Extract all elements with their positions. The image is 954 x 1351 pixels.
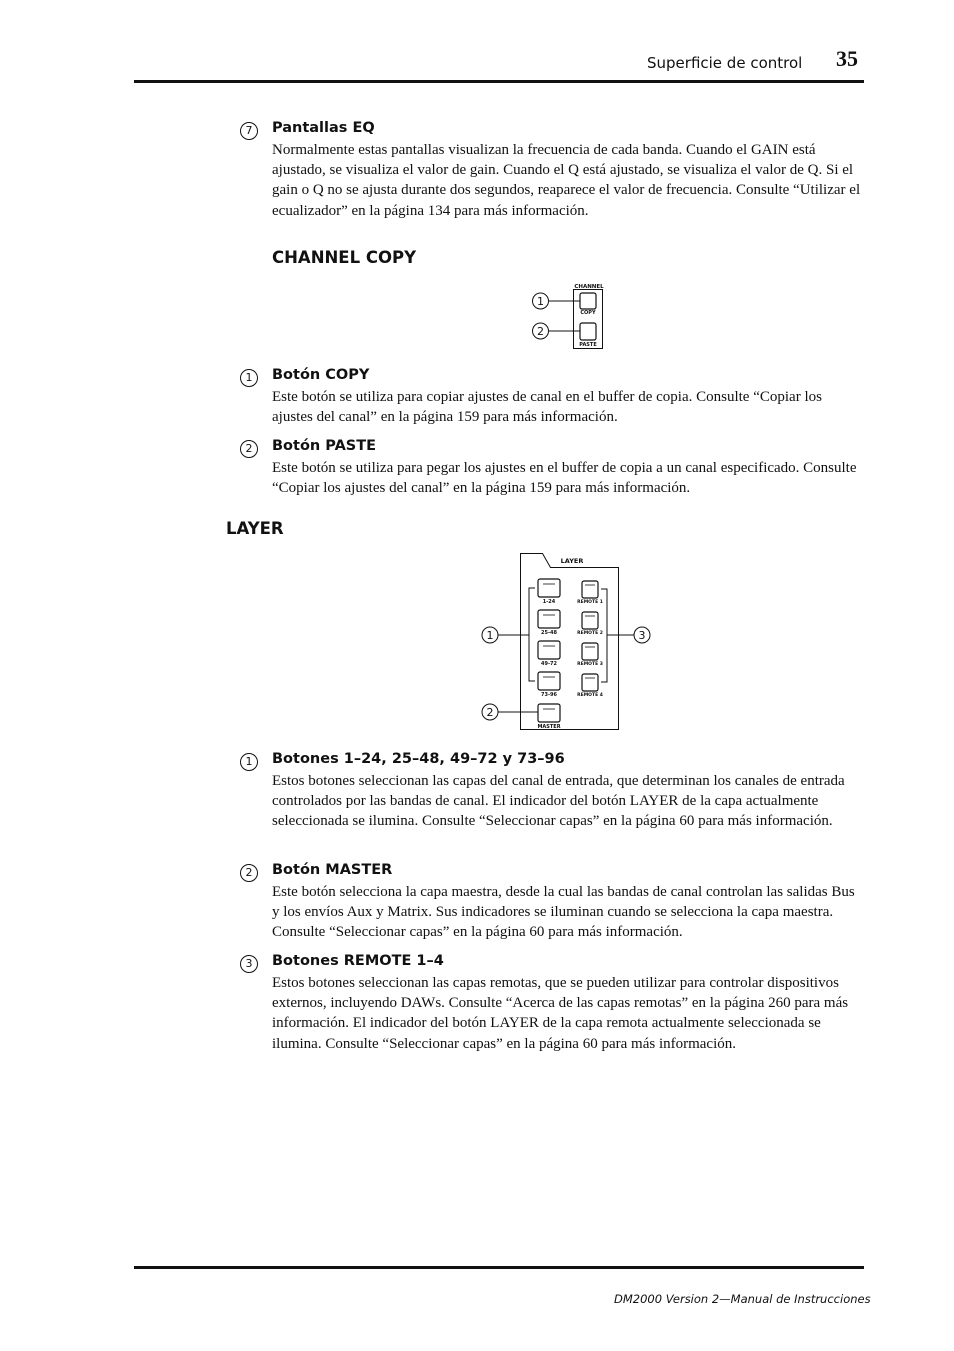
master-label: MASTER [537,724,561,730]
remote-label-2: REMOTE 2 [577,631,603,636]
layer-button-1-24 [538,579,560,597]
channel-copy-diagram [528,280,608,352]
remote-button-1 [582,581,598,598]
footer-text: DM2000 Version 2—Manual de Instrucciones [614,1292,871,1306]
item-number: 3 [240,955,258,973]
callout-1-number: 1 [537,295,544,308]
item-number: 7 [240,122,258,140]
item-title: Botones REMOTE 1–4 [272,953,444,969]
item-number: 1 [240,369,258,387]
paste-button [580,323,596,340]
remote-button-4 [582,674,598,691]
item-body: Estos botones seleccionan las capas del canal de entrada, que determinan los canales de entrada controlados por las bandas de canal. El indicador del botón LAYER de la capa actualmente seleccionada se ilumina. Consulte “Seleccionar capas” en la página 60 para más información. [272,773,845,830]
remote-label-4: REMOTE 4 [577,693,603,698]
callout-2-number: 2 [537,325,544,338]
item-body: Normalmente estas pantallas visualizan la frecuencia de cada banda. Cuando el GAIN está ajustado, se visualiza el valor de gain. Cuando el Q está ajustado, se visualiza el valor de Q. Si el gain o Q no se ajusta durante dos segundos, reaparece el valor de frecuencia. Consulte “Utilizar el ecualizador” en la página 134 para más información. [272,142,861,219]
item-title: Botón PASTE [272,438,377,454]
item-number: 2 [240,864,258,882]
remote-label-1: REMOTE 1 [577,600,603,605]
copy-button-label: COPY [580,310,596,316]
layer-button-73-96 [538,672,560,690]
master-button [538,704,560,722]
callout-1-number: 1 [486,629,494,642]
remote-button-2 [582,612,598,629]
remote-label-3: REMOTE 3 [577,662,603,667]
layer-label-73-96: 73-96 [541,692,557,698]
item-number: 1 [240,753,258,771]
layer-label-1-24: 1-24 [542,599,556,605]
item-number: 2 [240,440,258,458]
item-title: Botón COPY [272,367,370,383]
section-heading-channel-copy: CHANNEL COPY [272,248,417,267]
remote-button-3 [582,643,598,660]
item-body: Este botón selecciona la capa maestra, desde la cual las bandas de canal controlan las salidas Bus y los envíos Aux y Matrix. Sus indicadores se iluminan cuando se selecciona la capa maestra. Consulte “Seleccionar capas” en la página 60 para más información. [272,884,855,941]
section-heading-layer: LAYER [226,519,284,538]
item-body: Este botón se utiliza para pegar los ajustes en el buffer de copia a un canal especificado. Consulte “Copiar los ajustes del canal” en la página 159 para más información. [272,460,857,497]
callout-2-number: 2 [486,706,494,719]
layer-label-25-48: 25-48 [541,630,557,636]
layer-button-49-72 [538,641,560,659]
layer-panel-label: LAYER [560,557,584,565]
callout-3-number: 3 [638,629,646,642]
item-title: Botón MASTER [272,862,393,878]
running-header: Superficie de control [647,54,803,72]
item-body: Este botón se utiliza para copiar ajustes de canal en el buffer de copia. Consulte “Copiar los ajustes del canal” en la página 159 para más información. [272,389,822,426]
layer-button-25-48 [538,610,560,628]
item-title: Pantallas EQ [272,120,375,136]
item-title: Botones 1–24, 25–48, 49–72 y 73–96 [272,751,565,767]
header-rule [134,80,864,83]
layer-label-49-72: 49-72 [541,661,557,667]
paste-button-label: PASTE [579,342,597,348]
layer-panel [521,554,619,730]
page-number: 35 [836,46,858,71]
item-body: Estos botones seleccionan las capas remotas, que se pueden utilizar para controlar dispositivos externos, incluyendo DAWs. Consulte “Acerca de las capas remotas” en la página 260 para más información. El indicador del botón LAYER de la capa remota actualmente seleccionada se ilumina. Consulte “Seleccionar capas” en la página 60 para más información. [272,975,849,1052]
footer-rule [134,1266,864,1269]
layer-diagram [476,550,656,735]
channel-panel-label: CHANNEL [574,284,604,290]
copy-button [580,293,596,309]
